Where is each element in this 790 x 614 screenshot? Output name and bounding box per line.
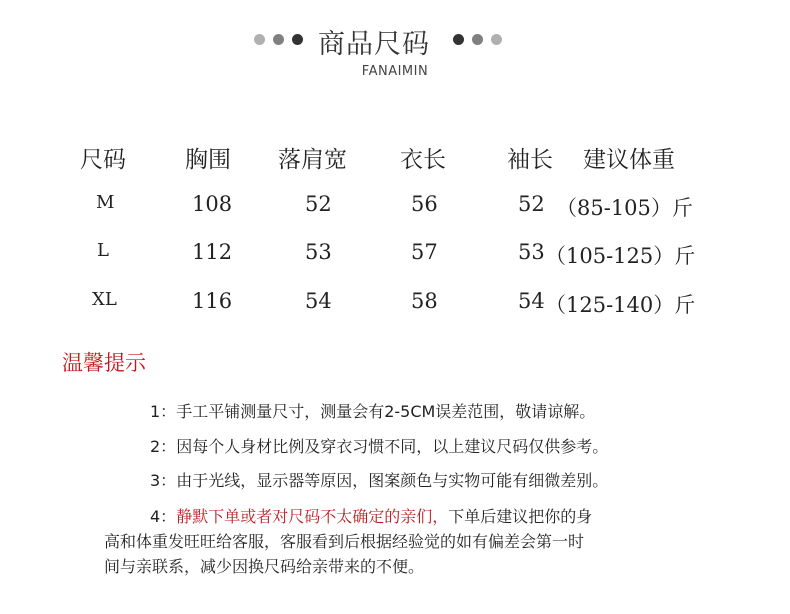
chest-cell: 108 (192, 192, 233, 216)
tip-text: 因每个人身材比例及穿衣习惯不同，以上建议尺码仅供参考。 (176, 437, 609, 456)
column-header-length: 衣长 (400, 147, 446, 173)
decorative-dot-icon (472, 34, 483, 45)
tip-text: 手工平铺测量尺寸，测量会有2-5CM误差范围，敬请谅解。 (176, 402, 596, 421)
column-header-weight: 建议体重 (583, 147, 675, 173)
shoulder-cell: 53 (305, 240, 332, 264)
tip-highlight: 静默下单或者对尺码不太确定的亲们， (176, 507, 449, 526)
tip-text: 由于光线，显示器等原因，图案颜色与实物可能有细微差别。 (176, 471, 609, 490)
chest-cell: 116 (192, 289, 233, 313)
column-header-size: 尺码 (80, 147, 126, 173)
sleeve-cell: 53 (518, 240, 545, 264)
decorative-dot-icon (254, 34, 265, 45)
sleeve-cell: 52 (518, 192, 545, 216)
size-cell: XL (92, 289, 117, 310)
weight-cell: （125-140）斤 (545, 293, 696, 317)
tip-number: 4： (150, 507, 177, 526)
page-title: 商品尺码 (318, 29, 430, 60)
column-header-sleeve: 袖长 (507, 147, 553, 173)
shoulder-cell: 54 (305, 289, 332, 313)
tip-text: 下单后建议把你的身 (448, 507, 593, 526)
tip-line (150, 504, 592, 527)
title-row (0, 22, 790, 62)
tip-line: 间与亲联系，减少因换尺码给亲带来的不便。 (104, 557, 425, 576)
tip-number: 3： (150, 471, 177, 490)
length-cell: 57 (411, 240, 438, 264)
size-cell: L (97, 240, 109, 261)
weight-cell: （105-125）斤 (545, 244, 696, 268)
length-cell: 56 (411, 192, 438, 216)
decorative-dot-icon (273, 34, 284, 45)
shoulder-cell: 52 (305, 192, 332, 216)
weight-cell: （85-105）斤 (556, 196, 693, 220)
decorative-dot-icon (491, 34, 502, 45)
tip-item (150, 468, 608, 491)
tip-number: 1： (150, 402, 177, 421)
brand-subtitle: FANAIMIN (361, 64, 429, 79)
column-header-shoulder: 落肩宽 (278, 147, 347, 173)
decorative-dot-icon (292, 34, 303, 45)
length-cell: 58 (411, 289, 438, 313)
size-cell: M (96, 192, 115, 213)
decorative-dot-icon (453, 34, 464, 45)
sleeve-cell: 54 (518, 289, 545, 313)
tip-line: 高和体重发旺旺给客服，客服看到后根据经验觉的如有偏差会第一时 (104, 532, 585, 551)
column-header-chest: 胸围 (185, 147, 231, 173)
chest-cell: 112 (192, 240, 233, 264)
tip-number: 2： (150, 437, 177, 456)
tip-item (150, 434, 608, 457)
tips-heading: 温馨提示 (62, 351, 146, 375)
tip-item (150, 399, 595, 422)
